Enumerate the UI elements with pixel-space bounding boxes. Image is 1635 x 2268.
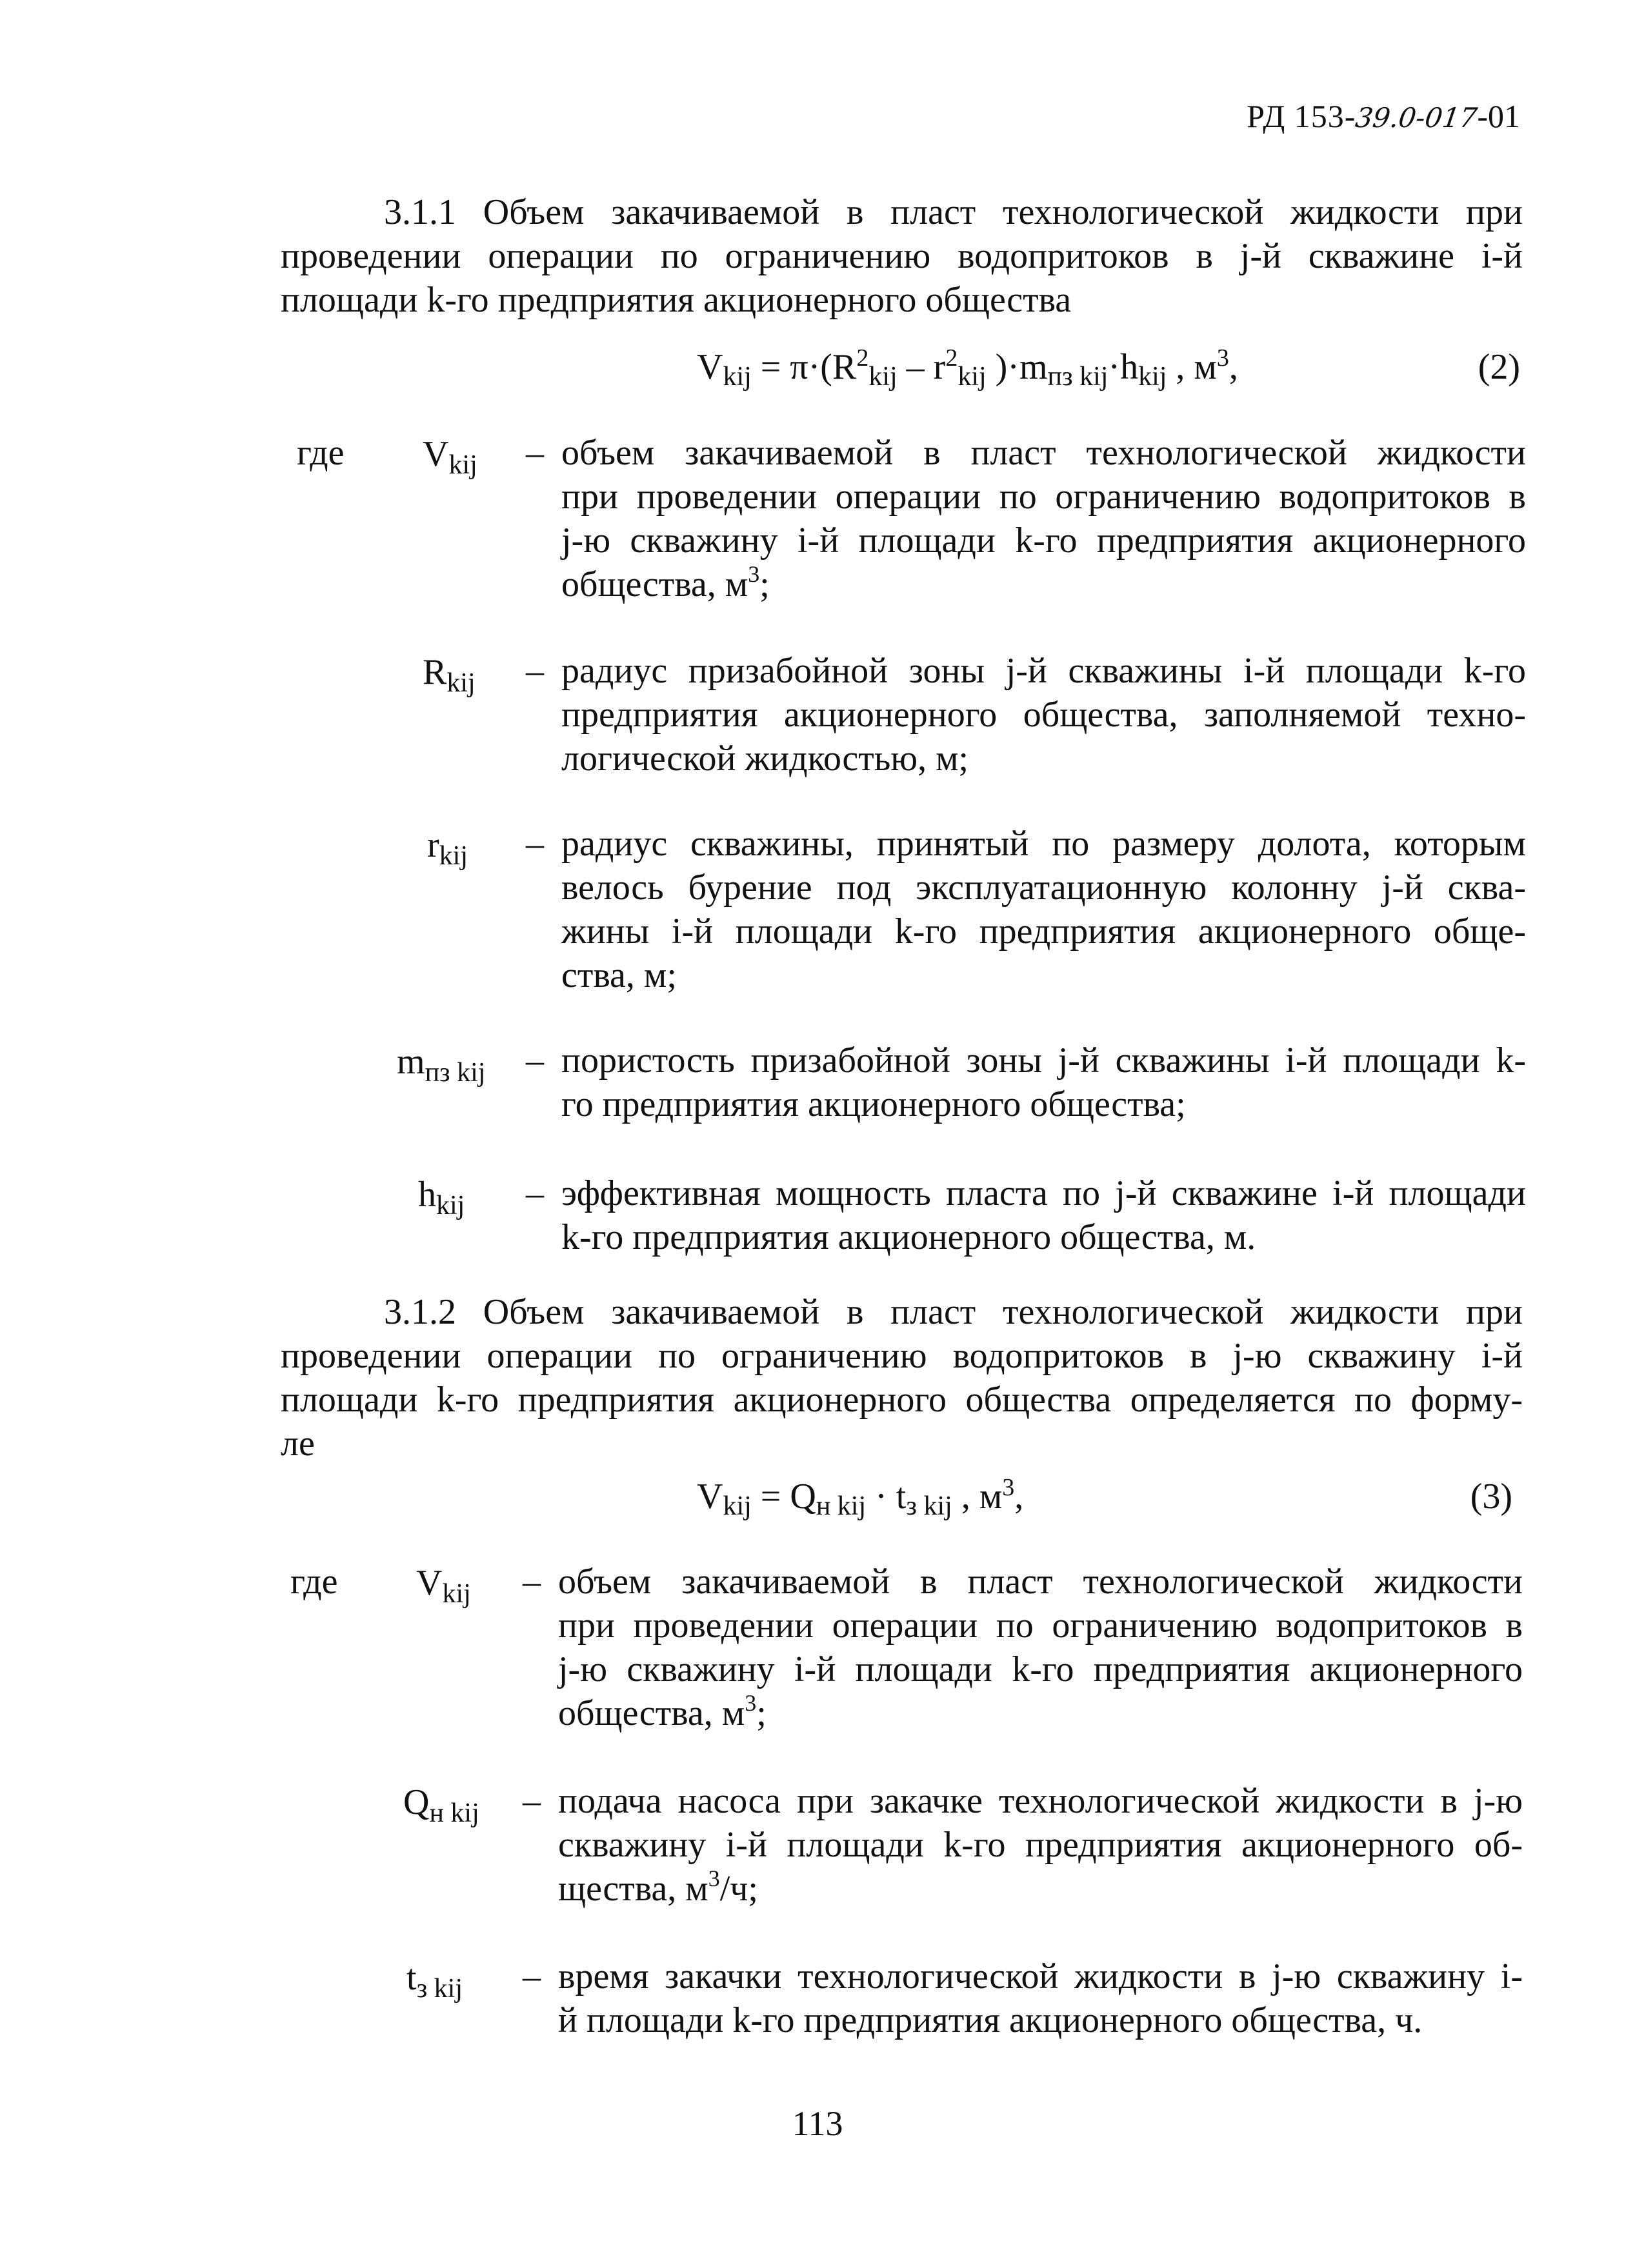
formula-subscript: пз kij [1047, 362, 1108, 392]
definition-symbol: $h_{kij}$ [418, 1175, 465, 1220]
formula-subscript: kij [723, 362, 752, 392]
definition-text-m [561, 1039, 1526, 1126]
paragraph-line: площади k-го предприятия акционерного общества определяется по форму- [281, 1380, 1523, 1420]
formula-text: , [1229, 347, 1238, 387]
definition-dash: – [526, 1173, 544, 1213]
doc-code-prefix: РД 153- [1247, 98, 1356, 134]
definition-line: общества, $м^3$; [561, 561, 770, 604]
formula-subscript: з kij [906, 1491, 952, 1521]
handwritten-doc-number: 39.0-017 [1354, 102, 1480, 134]
definition-line: логической жидкостью, м; [561, 739, 969, 779]
formula-text: , [1014, 1477, 1024, 1517]
formula-subscript: kij [1138, 362, 1167, 392]
definition-line: общества, $м^3$; [558, 1690, 767, 1733]
paragraph-3-1-2 [281, 1290, 1523, 1466]
document-code-header [1247, 97, 1520, 137]
paragraph-3-1-1 [281, 190, 1523, 322]
definition-symbol: $t_{з kij}$ [406, 1958, 463, 2004]
formula-superscript: 3 [1002, 1474, 1015, 1501]
definition-text-v [561, 431, 1526, 606]
definition-line: пористость призабойной зоны j-й скважины i-й площади k- [561, 1040, 1526, 1080]
formula-superscript: 3 [1216, 344, 1229, 372]
formula-2 [697, 344, 1238, 392]
paragraph-line: проведении операции по ограничению водопритоков в j-й скважине i-й [281, 236, 1523, 276]
formula-subscript: kij [868, 362, 898, 392]
definition-dash: – [526, 651, 544, 691]
definition-symbol: $V_{kij}$ [423, 434, 477, 480]
definition-dash: – [523, 1956, 541, 1996]
definition-symbol: $r_{kij}$ [427, 825, 468, 871]
definition-dash: – [523, 1562, 541, 1602]
definition-text-r [561, 649, 1526, 781]
formula-text: ·h [1108, 347, 1139, 387]
definition-symbol: $R_{kij}$ [423, 652, 476, 698]
definition-line: радиус призабойной зоны j-й скважины i-й площади k-го [561, 651, 1526, 691]
definition-symbol: $Q_{н kij}$ [403, 1782, 479, 1828]
definition-line: объем закачиваемой в пласт технологической жидкости [558, 1562, 1523, 1602]
definition-symbol: $m_{пз kij}$ [397, 1042, 486, 1088]
formula-3 [697, 1474, 1024, 1521]
definition-line: щества, $м^3/ч$; [558, 1865, 758, 1909]
definition-dash: – [526, 824, 544, 864]
formula-subscript: kij [958, 362, 987, 392]
definition-line: й площади k-го предприятия акционерного общества, ч. [558, 2000, 1423, 2040]
definition-line: ства, м; [561, 955, 677, 995]
definition-symbol: $V_{kij}$ [416, 1563, 471, 1609]
definition-text-r-well [561, 822, 1526, 997]
definition-dash: – [526, 1040, 544, 1080]
formula-text: · t [866, 1477, 907, 1517]
definition-line: велось бурение под эксплуатационную колонну j-й сква- [561, 868, 1526, 908]
where-label: где [297, 433, 345, 473]
formula-unit: , м [952, 1477, 1003, 1517]
paragraph-line: проведении операции по ограничению водопритоков в j-ю скважину i-й [281, 1336, 1523, 1376]
formula-symbol: V [697, 1477, 723, 1517]
formula-subscript: н kij [816, 1491, 867, 1521]
definition-line: эффективная мощность пласта по j-й скважине i-й площади [561, 1173, 1526, 1213]
formula-text: = π·(R [751, 347, 857, 387]
definition-text-h [561, 1171, 1526, 1259]
definition-line: предприятия акционерного общества, заполняемой техно- [561, 695, 1526, 735]
formula-unit: , м [1167, 347, 1217, 387]
definition-text-q [558, 1779, 1523, 1911]
formula-3-number: (3) [1470, 1477, 1512, 1517]
paragraph-line: 3.1.1 Объем закачиваемой в пласт технологической жидкости при [384, 192, 1523, 232]
formula-superscript: 2 [945, 344, 958, 372]
paragraph-line: ле [281, 1424, 315, 1464]
paragraph-line: площади k-го предприятия акционерного общества [281, 280, 1072, 320]
definition-line: жины i-й площади k-го предприятия акционерного обще- [561, 911, 1526, 951]
definition-line: j-ю скважину i-й площади k-го предприятия акционерного [558, 1649, 1523, 1689]
definition-line: k-го предприятия акционерного общества, м. [561, 1217, 1256, 1257]
paragraph-line: 3.1.2 Объем закачиваемой в пласт технологической жидкости при [384, 1292, 1523, 1332]
definition-line: j-ю скважину i-й площади k-го предприятия акционерного [561, 521, 1526, 561]
definition-dash: – [526, 433, 544, 473]
definition-line: подача насоса при закачке технологической жидкости в j-ю [558, 1781, 1523, 1821]
formula-text: – r [897, 347, 946, 387]
formula-superscript: 2 [856, 344, 869, 372]
definition-text-t [558, 1955, 1523, 2042]
definition-line: время закачки технологической жидкости в j-ю скважину i- [558, 1956, 1523, 1996]
page-number: 113 [792, 2104, 843, 2143]
definition-dash: – [523, 1781, 541, 1821]
doc-code-suffix: -01 [1477, 98, 1520, 134]
formula-text: = Q [751, 1477, 816, 1517]
definition-line: скважину i-й площади k-го предприятия акционерного об- [558, 1825, 1523, 1865]
definition-line: объем закачиваемой в пласт технологической жидкости [561, 433, 1526, 473]
formula-symbol: V [697, 347, 723, 387]
definition-line: при проведении операции по ограничению водопритоков в [558, 1606, 1523, 1646]
definition-text-v2 [558, 1560, 1523, 1735]
formula-2-number: (2) [1478, 347, 1520, 387]
definition-line: при проведении операции по ограничению водопритоков в [561, 477, 1526, 517]
where-label: где [290, 1562, 338, 1602]
formula-subscript: kij [723, 1491, 752, 1521]
formula-text: )·m [986, 347, 1048, 387]
definition-line: го предприятия акционерного общества; [561, 1084, 1186, 1124]
definition-line: радиус скважины, принятый по размеру долота, которым [561, 824, 1526, 864]
